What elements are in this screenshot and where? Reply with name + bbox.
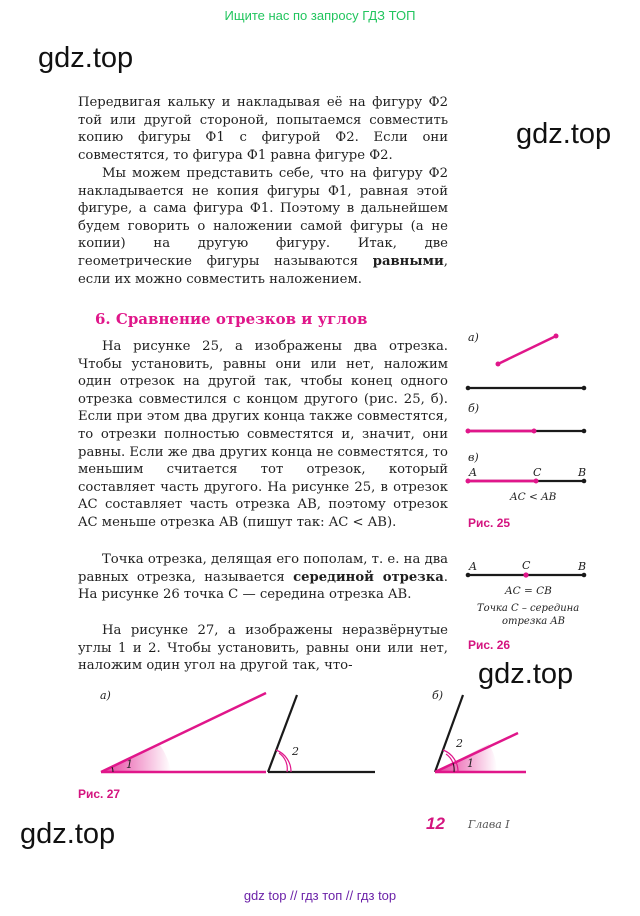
fig26-label-C: C [522, 559, 531, 572]
fig25-caption: Рис. 25 [468, 516, 511, 530]
fig26-note-line1: Точка C – середина [477, 603, 580, 614]
fig26-point-C [523, 572, 528, 577]
fig25b-end2 [582, 429, 587, 434]
fig25-label-A: A [469, 466, 477, 479]
fig27a-angle2-ray-upper [268, 695, 297, 772]
fig25-label-C: C [533, 466, 542, 479]
fig25b-end1 [466, 429, 471, 434]
section-p2-text: Точка отрезка, делящая его пополам, т. е. на два равных отрезка, называется [78, 552, 448, 585]
section-p2-tail: . На рисунке 26 точка C — середина отрезка AB. [78, 569, 448, 603]
fig27b-angle2-label: 2 [456, 737, 463, 750]
fig25-label-b: б) [468, 402, 480, 415]
chapter-label: Глава I [468, 818, 510, 831]
intro-p2-text: Мы можем представить себе, что на фигуру Ф2 накладывается не копия фигуры Ф1, равная этой фигуре, а сама фигура Ф1. Поэтому в дальнейшем будем говорить о наложении самой фигуры (а не копии) на другую фигуру. Итак, две геометрические фигуры называются [78, 166, 448, 269]
fig27a-angle2-arc-inner [279, 753, 287, 772]
fig25a-long-end2 [582, 386, 587, 391]
watermark-top-left: gdz.top [38, 42, 134, 74]
fig25-formula: AC < AB [510, 491, 557, 503]
search-banner[interactable]: Ищите нас по запросу ГДЗ ТОП [224, 8, 416, 23]
watermark-bottom-left: gdz.top [20, 818, 116, 850]
fig27-label-a: а) [100, 689, 111, 702]
fig27a-angle2-arc-outer [276, 750, 291, 772]
fig26-caption: Рис. 26 [468, 638, 511, 652]
fig25-label-a: а) [468, 331, 479, 344]
fig27a-angle2-label: 2 [292, 745, 299, 758]
fig25-label-B: B [578, 466, 587, 479]
footer-links[interactable]: gdz top // гдз топ // гдз top [243, 888, 397, 903]
fig27-label-b: б) [432, 689, 444, 702]
fig27-caption: Рис. 27 [78, 787, 121, 801]
fig27b-angle1-label: 1 [467, 757, 474, 770]
fig25v-point-A [466, 479, 471, 484]
fig26-formula: AC = CB [505, 585, 552, 597]
fig26-point-A [466, 573, 471, 578]
fig26-label-A: A [469, 560, 477, 573]
fig25v-point-C [534, 479, 539, 484]
fig25b-mid [532, 429, 537, 434]
term-equal-figures: равными [372, 253, 444, 269]
page-number: 12 [426, 814, 445, 833]
fig25a-short-end1 [496, 362, 501, 367]
fig26-label-B: B [578, 560, 587, 573]
fig26-point-B [582, 573, 587, 578]
intro-p2-tail: , если их можно совместить наложением. [78, 253, 448, 287]
section-title: 6. Сравнение отрезков и углов [95, 310, 368, 328]
watermark-top-right: gdz.top [516, 118, 612, 150]
watermark-mid-right: gdz.top [478, 658, 574, 690]
fig27a-angle1-label: 1 [126, 758, 133, 771]
fig25-label-v: в) [468, 451, 479, 464]
fig25v-point-B [582, 479, 587, 484]
fig25a-long-end1 [466, 386, 471, 391]
fig25a-short-end2 [554, 334, 559, 339]
section-p1-text: На рисунке 25, а изображены два отрезка. Чтобы установить, равны они или нет, наложим один отрезок на другой так, чтобы конец одного отрезка совместился с концом другого (рис. 25, б). Если при этом два других конца также совместятся, то отрезки полностью совместятся и, значит, они равны. Если же два других конца не совместятся, то меньшим считается тот отрезок, который составляет часть другого. На рисунке 25, в отрезок AC составляет часть отрезка AB, поэтому отрезок AC меньше отрезка AB (пишут так: AC < AB). [78, 339, 448, 530]
intro-p1-text: Передвигая кальку и накладывая её на фигуру Ф2 той или другой стороной, попытаемся совместить копию фигуры Ф1 с фигурой Ф2. Если они совместятся, то фигура Ф1 равна фигуре Ф2. [78, 95, 448, 163]
fig26-note-line2: отрезка AB [502, 616, 565, 627]
section-p3-text: На рисунке 27, а изображены неразвёрнутые углы 1 и 2. Чтобы установить, равны они или нет, наложим один угол на другой так, что- [78, 623, 448, 674]
fig25a-short-segment [498, 336, 556, 364]
term-segment-midpoint: серединой отрезка [293, 569, 444, 585]
